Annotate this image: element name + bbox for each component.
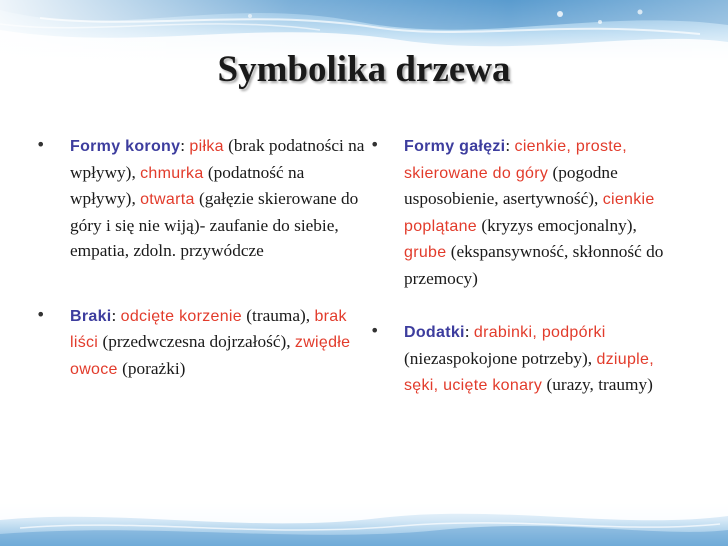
bullet-text: : <box>505 136 515 155</box>
bullet-text: (ekspansywność, skłonność do przemocy) <box>404 242 664 288</box>
bullet-text: : <box>111 305 121 325</box>
footer-water-banner <box>0 500 728 546</box>
bullet-dot-icon: • <box>36 304 46 324</box>
bullet-text: : <box>180 136 190 155</box>
bullet-highlight: grube <box>404 244 447 261</box>
bullet-label: Formy korony <box>70 138 181 155</box>
bullet-text: (urazy, traumy) <box>542 375 653 394</box>
bullet-text: (porażki) <box>117 358 186 378</box>
bullet-text: (kryzys emocjonalny), <box>477 215 637 235</box>
right-column <box>370 133 666 427</box>
bullet-text: (trauma), <box>241 305 315 325</box>
left-column <box>36 133 370 410</box>
slide-title: Symbolika drzewa <box>217 49 511 90</box>
bullet-dot-icon: • <box>370 321 380 340</box>
bullet-text: : <box>464 322 474 341</box>
water-wave-graphic <box>0 500 728 546</box>
bullet-label: Dodatki <box>404 324 465 341</box>
bullet-highlight: dziuple, sęki, ucięte konary <box>404 350 654 394</box>
bullet-label: Braki <box>70 307 112 325</box>
bullet-text: (przedwczesna dojrzałość), <box>98 332 295 351</box>
bullet-text: (podatność na wpływy), <box>70 162 305 208</box>
bullet-formy-galezi <box>370 133 666 291</box>
bullet-dot-icon: • <box>370 135 380 154</box>
bullet-highlight: brak liści <box>70 307 347 351</box>
bullet-highlight: chmurka <box>140 164 204 182</box>
bullet-highlight: zwiędłe owoce <box>70 334 351 378</box>
bullet-braki <box>36 303 370 383</box>
bullet-highlight: drabinki, podpórki <box>473 324 606 341</box>
bullet-text: (gałęzie skierowane do góry i się nie wiją)- zaufanie do siebie, empatia, zdoln. przywódcze <box>70 189 359 260</box>
bullet-dodatki <box>370 319 666 399</box>
bullet-highlight: otwarta <box>140 191 195 208</box>
bullet-dot-icon: • <box>36 135 46 154</box>
bullet-label: Formy gałęzi <box>404 138 506 155</box>
bullet-formy-korony <box>36 133 370 264</box>
bullet-text: (niezaspokojone potrzeby), <box>404 348 597 368</box>
bullet-highlight: cienkie poplątane <box>404 191 655 235</box>
bullet-text: (brak podatności na wpływy), <box>70 136 365 182</box>
bullet-highlight: odcięte korzenie <box>120 307 242 325</box>
bullet-highlight: piłka <box>189 138 224 155</box>
bullet-highlight: cienkie, proste, skierowane do góry <box>404 138 627 182</box>
bullet-text: (pogodne usposobienie, asertywność), <box>404 162 618 208</box>
